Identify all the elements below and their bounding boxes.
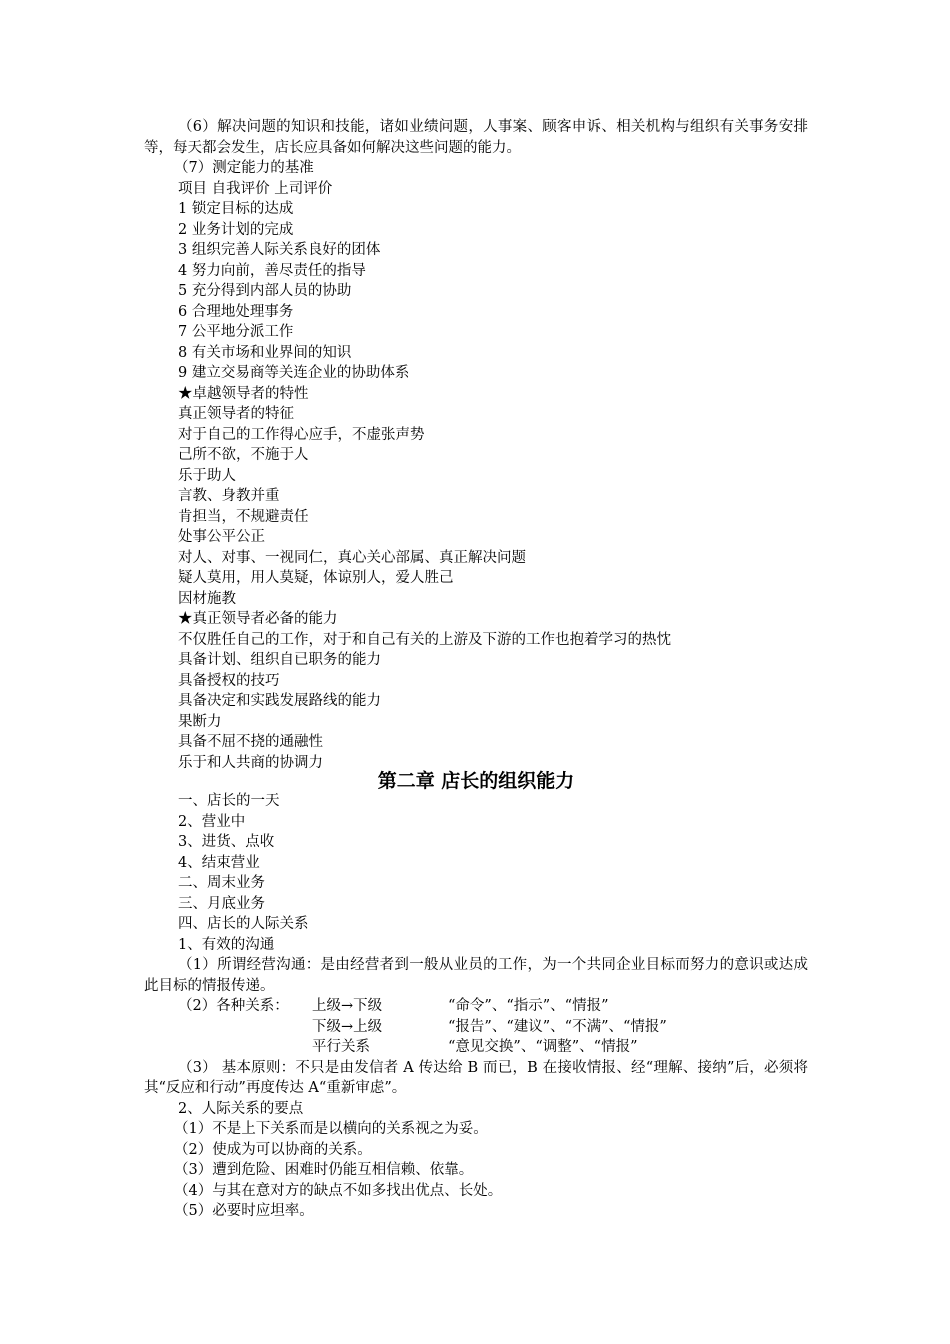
trait-item: 乐于助人: [178, 467, 236, 484]
relation-direction: 上级→下级: [312, 998, 383, 1014]
relations-row: [144, 1017, 808, 1038]
abilities-heading: ★真正领导者必备的能力: [178, 611, 338, 627]
trait-item: 肯担当，不规避责任: [178, 508, 309, 525]
ability-item: 具备决定和实践发展路线的能力: [178, 693, 381, 709]
trait-item: 言教、身教并重: [178, 488, 280, 504]
relations-row: [144, 1037, 808, 1058]
ability-item: 不仅胜任自己的工作，对于和自己有关的上游及下游的工作也抱着学习的热忱: [178, 631, 671, 648]
criteria-table-header: 项目 自我评价 上司评价: [178, 180, 333, 197]
criteria-item: 9 建立交易商等关连企业的协助体系: [178, 365, 410, 381]
point-item: （3）遭到危险、困难时仍能互相信赖、依靠。: [174, 1162, 474, 1178]
trait-item: 真正领导者的特征: [178, 406, 294, 422]
chapter-list-item: 4、结束营业: [178, 854, 260, 871]
traits-heading: ★卓越领导者的特性: [178, 385, 309, 402]
chapter-list-item: 一、店长的一天: [178, 793, 280, 809]
criteria-item: 8 有关市场和业界间的知识: [178, 344, 352, 361]
chapter-list-item: 二、周末业务: [178, 875, 265, 891]
trait-item: 因材施教: [178, 590, 236, 607]
point-item: （2）使成为可以协商的关系。: [174, 1141, 372, 1158]
criteria-item: 3 组织完善人际关系良好的团体: [178, 242, 381, 258]
section-organization: [144, 791, 808, 1222]
criteria-item: 1 锁定目标的达成: [178, 201, 294, 217]
section-leadership: [144, 117, 808, 773]
chapter-list-item: 3、进货、点收: [178, 834, 275, 850]
ability-item: 具备授权的技巧: [178, 672, 280, 689]
criteria-item: 4 努力向前，善尽责任的指导: [178, 262, 366, 279]
paragraph-management-communication: （1）所谓经营沟通：是由经营者到一般从业员的工作，为一个共同企业目标而努力的意识或达成此目标的情报传递。: [144, 957, 808, 994]
point-item: （5）必要时应坦率。: [174, 1203, 314, 1219]
trait-item: 处事公平公正: [178, 529, 265, 545]
ability-item: 果断力: [178, 713, 222, 730]
criteria-item: 2 业务计划的完成: [178, 221, 294, 238]
trait-item: 疑人莫用，用人莫疑，体谅别人，爱人胜己: [178, 570, 454, 586]
relations-label: （2）各种关系：: [178, 998, 289, 1014]
relation-direction: 下级→上级: [312, 1018, 383, 1035]
chapter-list-item: 2、营业中: [178, 813, 246, 830]
relation-terms: “命令”、“指示”、“情报”: [448, 998, 609, 1014]
relation-direction: 平行关系: [312, 1039, 370, 1055]
paragraph-problem-solving: （6）解决问题的知识和技能，诸如业绩问题，人事案、顾客申诉、相关机构与组织有关事务安排等，每天都会发生，店长应具备如何解决这些问题的能力。: [144, 119, 808, 156]
chapter-list-item: 1、有效的沟通: [178, 936, 275, 953]
relation-terms: “意见交换”、“调整”、“情报”: [448, 1039, 638, 1055]
trait-item: 己所不欲，不施于人: [178, 447, 309, 463]
point-item: （4）与其在意对方的缺点不如多找出优点、长处。: [174, 1182, 503, 1199]
trait-item: 对于自己的工作得心应手，不虚张声势: [178, 426, 425, 443]
paragraph-basic-principle: （3） 基本原则：不只是由发信者 A 传达给 B 而已，B 在接收情报、经“理解、接纳”后，必须将其“反应和行动”再度传达 A“重新审虑”。: [144, 1059, 808, 1096]
ability-item: 具备不屈不挠的通融性: [178, 734, 323, 750]
relations-row: [144, 996, 808, 1017]
criteria-item: 6 合理地处理事务: [178, 303, 294, 320]
criteria-item: 7 公平地分派工作: [178, 324, 294, 340]
chapter-list-item: 三、月底业务: [178, 895, 265, 912]
relation-terms: “报告”、“建议”、“不满”、“情报”: [448, 1018, 667, 1035]
measure-ability-heading: （7）测定能力的基准: [174, 160, 314, 176]
ability-item: 具备计划、组织自已职务的能力: [178, 652, 381, 668]
ability-item: 乐于和人共商的协调力: [178, 754, 323, 771]
chapter-title: 第二章 店长的组织能力: [377, 770, 575, 792]
trait-item: 对人、对事、一视同仁，真心关心部属、真正解决问题: [178, 549, 526, 566]
chapter-list-item: 四、店长的人际关系: [178, 916, 309, 932]
point-item: （1）不是上下关系而是以横向的关系视之为妥。: [174, 1121, 488, 1137]
points-heading: 2、人际关系的要点: [178, 1100, 304, 1117]
criteria-item: 5 充分得到内部人员的协助: [178, 283, 352, 299]
